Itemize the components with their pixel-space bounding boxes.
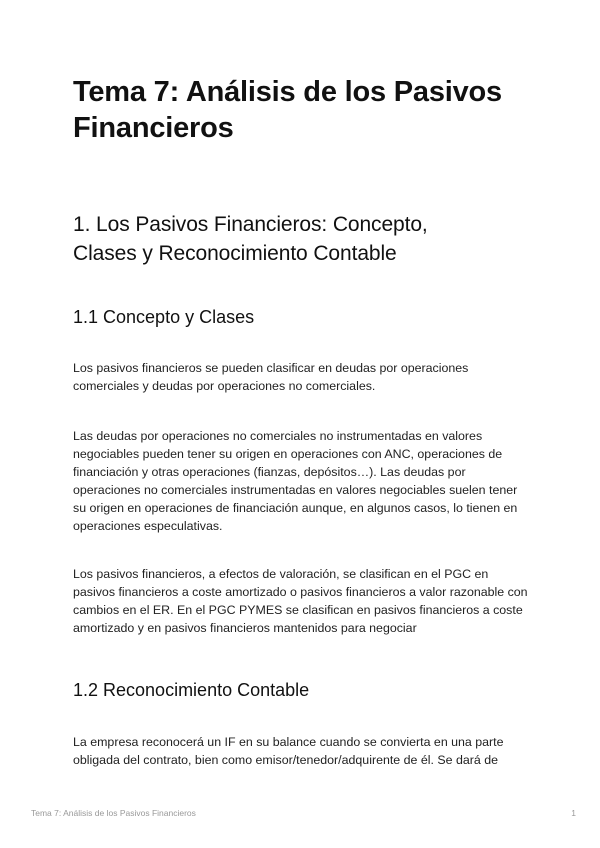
page-footer	[31, 808, 576, 822]
section-heading-1: 1. Los Pasivos Financieros: Concepto, Clases y Reconocimiento Contable	[73, 213, 428, 265]
page-number: 1	[571, 808, 576, 818]
paragraph: Los pasivos financieros, a efectos de valoración, se clasifican en el PGC en pasivos financieros a coste amortizado o pasivos financieros a valor razonable con cambios en el ER. En el PGC PYMES se clasifican en pasivos financieros a coste amortizado y en pasivos financieros mantenidos para negociar	[73, 567, 528, 635]
subsection-heading-1-1: 1.1 Concepto y Clases	[73, 307, 255, 327]
subsection-heading-1-2: 1.2 Reconocimiento Contable	[73, 680, 310, 700]
document-body	[73, 74, 533, 767]
footer-document-title: Tema 7: Análisis de los Pasivos Financieros	[31, 808, 196, 818]
paragraph: Las deudas por operaciones no comerciales no instrumentadas en valores negociables pueden tener su origen en operaciones con ANC, operaciones de financiación y otras operaciones (fianzas, depósitos…). Las deudas por operaciones no comerciales instrumentadas en valores negociables suelen tener su origen en operaciones de financiación aunque, en algunos casos, lo tienen en operaciones especulativas.	[73, 429, 518, 533]
paragraph: La empresa reconocerá un IF en su balance cuando se convierta en una parte obligada del contrato, bien como emisor/tenedor/adquirente de él. Se dará de	[73, 735, 504, 767]
document-title: Tema 7: Análisis de los Pasivos Financieros	[73, 76, 502, 144]
paragraph: Los pasivos financieros se pueden clasificar en deudas por operaciones comerciales y deudas por operaciones no comerciales.	[73, 361, 469, 393]
